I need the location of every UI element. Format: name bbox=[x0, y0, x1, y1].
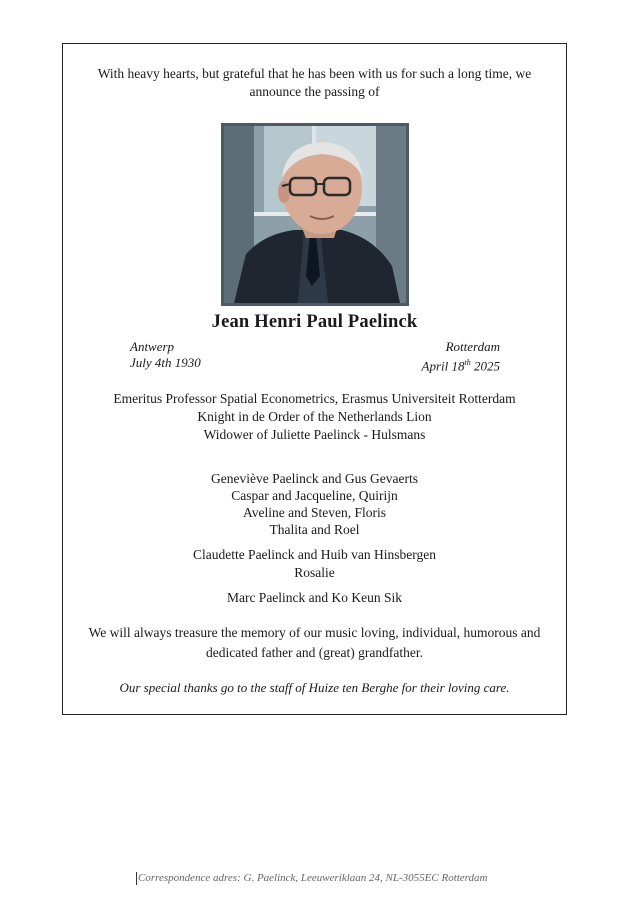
death-info bbox=[422, 339, 500, 374]
thanks-text: Our special thanks go to the staff of Huize ten Berghe for their loving care. bbox=[119, 680, 510, 695]
correspondence-address: Correspondence adres: G. Paelinck, Leeuweriklaan 24, NL-3055EC Rotterdam bbox=[138, 872, 488, 884]
family-line: Thalita and Roel bbox=[269, 522, 360, 537]
title-line: Widower of Juliette Paelinck - Hulsmans bbox=[203, 427, 426, 442]
birth-place: Antwerp bbox=[130, 339, 175, 354]
family-group-3 bbox=[63, 589, 566, 607]
intro-line-1: With heavy hearts, but grateful that he has been with us for such a long time, we bbox=[97, 66, 532, 81]
death-date-year: 2025 bbox=[470, 358, 500, 374]
family-line: Caspar and Jacqueline, Quirijn bbox=[231, 488, 398, 503]
memory-line-2: dedicated father and (great) grandfather. bbox=[205, 645, 423, 660]
family-line: Marc Paelinck and Ko Keun Sik bbox=[226, 590, 403, 605]
family-line: Claudette Paelinck and Huib van Hinsbergen bbox=[192, 547, 437, 562]
obituary-card bbox=[62, 43, 567, 715]
intro-text bbox=[63, 65, 566, 101]
portrait-photo bbox=[221, 123, 409, 306]
memory-text bbox=[63, 623, 566, 663]
birth-date: July 4th 1930 bbox=[130, 355, 201, 370]
memory-line-1: We will always treasure the memory of our music loving, individual, humorous and bbox=[88, 625, 541, 640]
title-line: Emeritus Professor Spatial Econometrics, Erasmus Universiteit Rotterdam bbox=[113, 391, 516, 406]
family-group-1 bbox=[63, 470, 566, 538]
portrait-illustration bbox=[224, 126, 406, 303]
death-date-day: April 18 bbox=[421, 358, 465, 374]
titles-block bbox=[63, 390, 566, 444]
family-line: Rosalie bbox=[294, 565, 335, 580]
birth-info bbox=[130, 339, 201, 371]
family-group-2 bbox=[63, 546, 566, 582]
family-line: Geneviève Paelinck and Gus Gevaerts bbox=[211, 471, 418, 486]
death-date bbox=[422, 355, 500, 374]
death-date-suffix: th bbox=[464, 358, 471, 367]
intro-line-2: announce the passing of bbox=[249, 84, 380, 99]
deceased-name: Jean Henri Paul Paelinck bbox=[211, 312, 418, 332]
title-line: Knight in de Order of the Netherlands Lion bbox=[197, 409, 432, 424]
family-line: Aveline and Steven, Floris bbox=[243, 505, 386, 520]
death-place: Rotterdam bbox=[445, 339, 500, 354]
